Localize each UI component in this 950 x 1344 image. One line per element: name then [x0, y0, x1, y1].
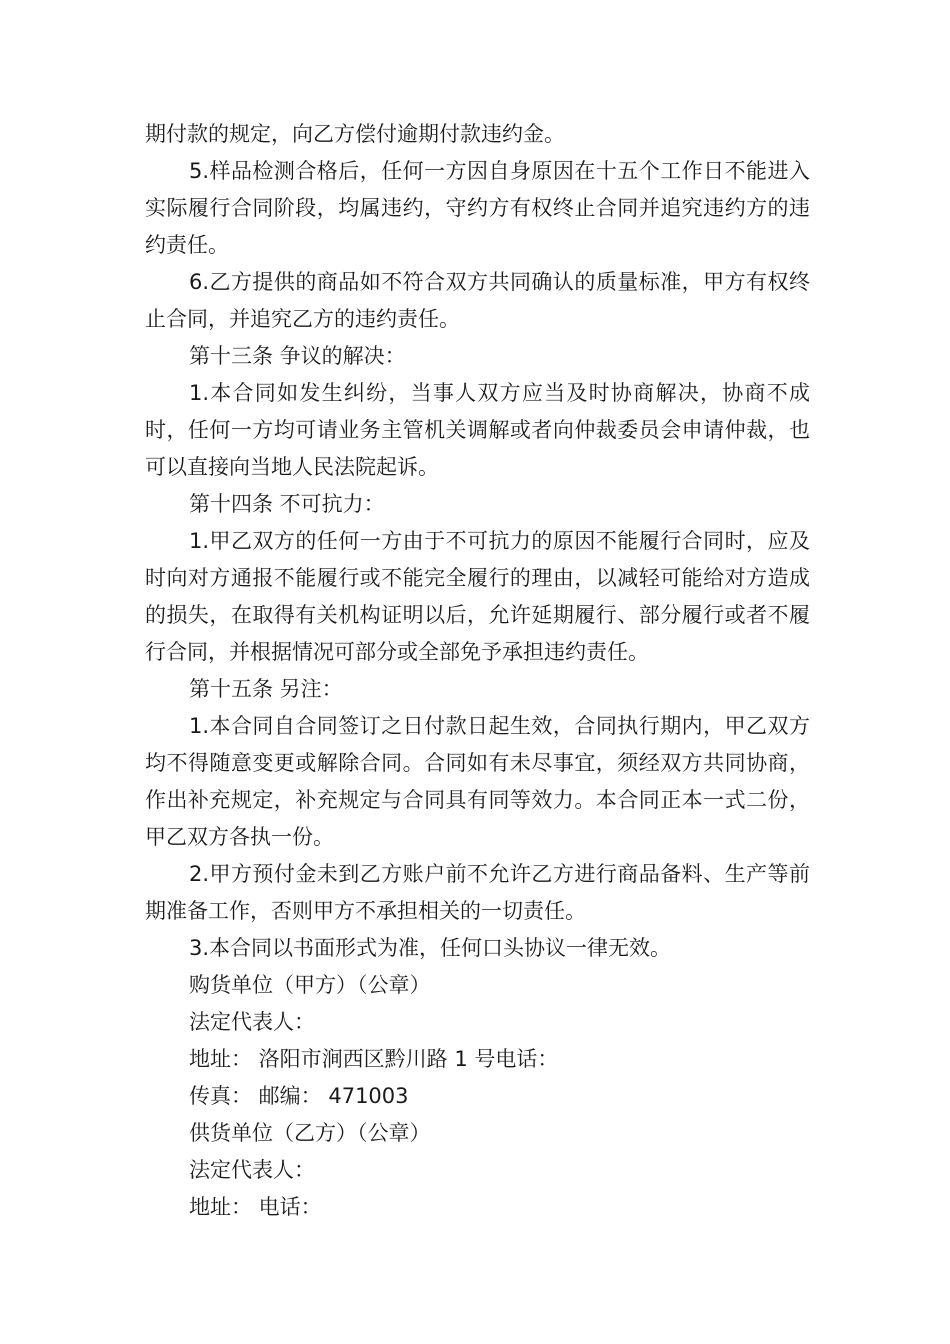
paragraph-notes-1: 1.本合同自合同签订之日付款日起生效，合同执行期内，甲乙双方均不得随意变更或解除合同。合同如有未尽事宜，须经双方共同协商，作出补充规定，补充规定与合同具有同等效力。本合同正本一式二份，甲乙双方各执一份。 — [145, 714, 810, 849]
heading-article-13: 第十三条 争议的解决： — [189, 344, 406, 368]
paragraph-notes-2: 2.甲方预付金未到乙方账户前不允许乙方进行商品备料、生产等前期准备工作，否则甲方不承担相关的一切责任。 — [145, 862, 810, 923]
supplier-unit-label: 供货单位（乙方）（公章） — [189, 1121, 431, 1145]
buyer-address-phone: 地址： 洛阳市涧西区黔川路 1 号电话： — [189, 1047, 559, 1071]
signature-block — [145, 967, 810, 1226]
supplier-address-phone: 地址： 电话： — [189, 1195, 322, 1219]
paragraph-notes-3: 3.本合同以书面形式为准，任何口头协议一律无效。 — [189, 936, 672, 960]
paragraph-force-majeure-1: 1.甲乙双方的任何一方由于不可抗力的原因不能履行合同时，应及时向对方通报不能履行或不能完全履行的理由，以减轻可能给对方造成的损失，在取得有关机构证明以后，允许延期履行、部分履行或者不履行合同，并根据情况可部分或全部免予承担违约责任。 — [145, 529, 810, 664]
buyer-unit-label: 购货单位（甲方）（公章） — [189, 973, 431, 997]
heading-article-14: 第十四条 不可抗力： — [189, 492, 385, 516]
buyer-fax-postcode: 传真： 邮编： 471003 — [189, 1084, 409, 1108]
document-body — [145, 116, 810, 1226]
heading-article-15: 第十五条 另注： — [189, 677, 343, 701]
paragraph-clause-5: 5.样品检测合格后，任何一方因自身原因在十五个工作日不能进入实际履行合同阶段，均属违约，守约方有权终止合同并追究违约方的违约责任。 — [145, 159, 810, 257]
buyer-legal-representative: 法定代表人： — [189, 1010, 315, 1034]
paragraph-late-payment: 期付款的规定，向乙方偿付逾期付款违约金。 — [145, 122, 565, 146]
paragraph-clause-6: 6.乙方提供的商品如不符合双方共同确认的质量标准，甲方有权终止合同，并追究乙方的违约责任。 — [145, 270, 810, 331]
supplier-legal-representative: 法定代表人： — [189, 1158, 315, 1182]
paragraph-dispute-1: 1.本合同如发生纠纷，当事人双方应当及时协商解决，协商不成时，任何一方均可请业务主管机关调解或者向仲裁委员会申请仲裁，也可以直接向当地人民法院起诉。 — [145, 381, 810, 479]
